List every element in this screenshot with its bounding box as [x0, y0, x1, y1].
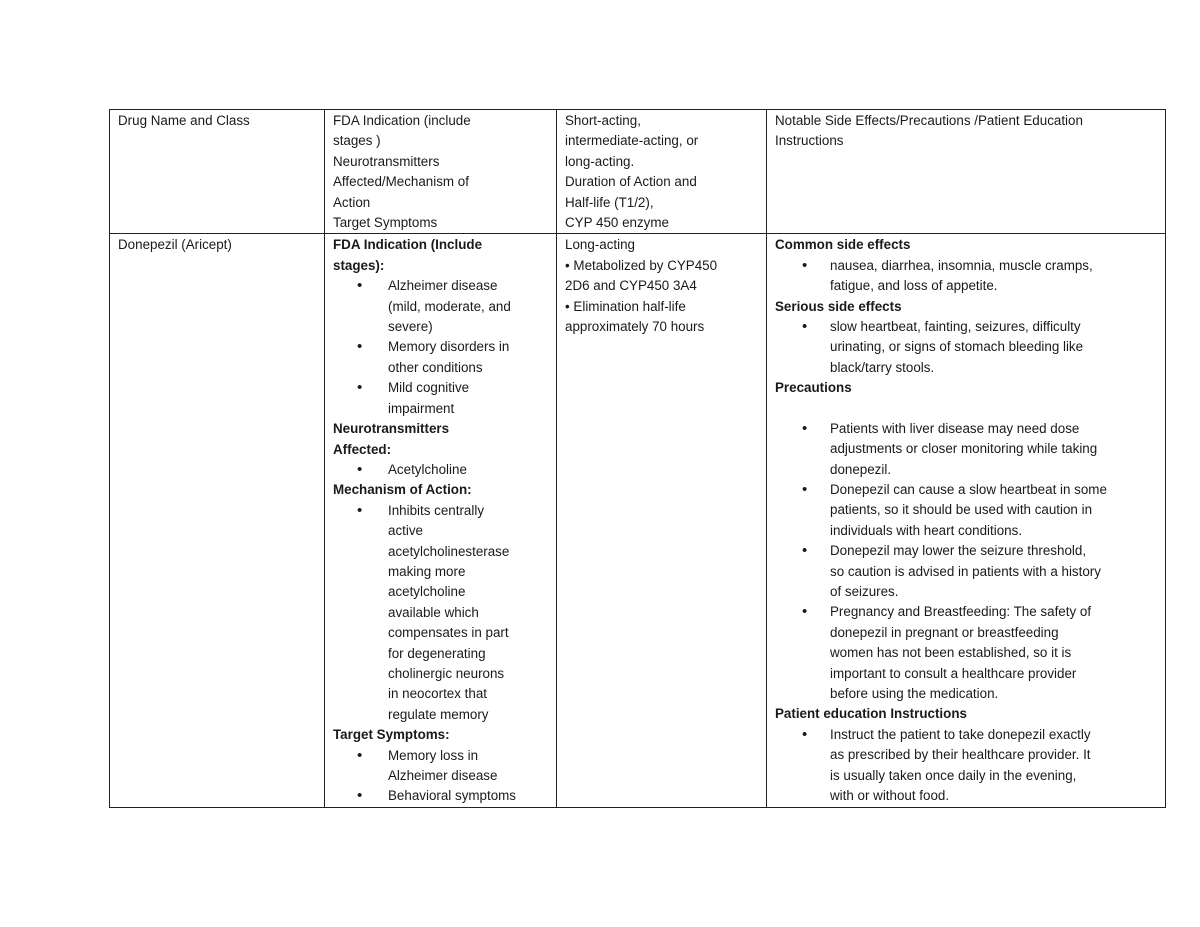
list-item-line: is usually taken once daily in the evening, — [830, 767, 1077, 783]
list-item-line: severe) — [388, 319, 433, 335]
table-row — [110, 234, 1166, 807]
list-item-line: regulate memory — [388, 706, 489, 722]
text-line: approximately 70 hours — [565, 319, 705, 335]
list-item-line: available which — [388, 604, 479, 620]
table-header-row — [110, 110, 1166, 234]
list-item — [775, 480, 1159, 541]
list-item-line: • Instruct the patient to take donepezil exactly — [830, 726, 1091, 742]
list-item-line: • slow heartbeat, fainting, seizures, difficulty — [830, 319, 1081, 335]
list-item — [333, 276, 550, 337]
text-line: FDA Indication (Include — [333, 237, 483, 253]
text-line: FDA Indication (include — [333, 113, 471, 128]
list-item-line: in neocortex that — [388, 686, 488, 702]
mechanism-heading: Mechanism of Action: — [333, 482, 472, 498]
text-line: Half-life (T1/2), — [565, 194, 654, 210]
list-item-line: • Mild cognitive — [388, 380, 470, 396]
fda-indication-list — [333, 276, 550, 419]
list-item-line: urinating, or signs of stomach bleeding like — [830, 339, 1084, 355]
cell-drug-name — [110, 234, 325, 807]
header-col1-text — [118, 111, 318, 131]
list-item — [333, 501, 550, 725]
list-item — [775, 256, 1159, 297]
header-drug-name — [110, 110, 325, 234]
list-item — [775, 541, 1159, 602]
list-item-line: adjustments or closer monitoring while taking — [830, 441, 1098, 457]
list-item-line: • Behavioral symptoms — [388, 788, 517, 804]
list-item-line: • Donepezil can cause a slow heartbeat in some — [830, 481, 1107, 497]
text-line: • Elimination half-life — [565, 298, 686, 314]
list-item — [775, 419, 1159, 480]
target-symptoms-heading: Target Symptoms: — [333, 727, 450, 743]
common-side-effects-heading: Common side effects — [775, 237, 911, 253]
list-item-line: so caution is advised in patients with a history — [830, 563, 1101, 579]
list-item-line: • Alzheimer disease — [388, 278, 498, 294]
mechanism-list — [333, 501, 550, 725]
list-item-line: women has not been established, so it is — [830, 645, 1072, 661]
drug-name: Donepezil (Aricept) — [118, 237, 232, 253]
list-item-line: before using the medication. — [830, 685, 999, 701]
list-item-line: other conditions — [388, 359, 483, 375]
list-item-line: active — [388, 523, 423, 539]
list-item-line: individuals with heart conditions. — [830, 522, 1023, 538]
text-line: Target Symptoms — [333, 215, 438, 231]
list-item-line: • Inhibits centrally — [388, 502, 485, 518]
text-line: CYP 450 enzyme — [565, 215, 669, 231]
text-line: Drug Name and Class — [118, 113, 250, 128]
list-item-line: • Pregnancy and Breastfeeding: The safety of — [830, 604, 1092, 620]
spacer — [775, 399, 1159, 419]
text-line: long-acting. — [565, 153, 635, 169]
list-item-line: for degenerating — [388, 645, 486, 661]
list-item-line: Alzheimer disease — [388, 768, 498, 783]
duration-text — [565, 235, 760, 337]
list-item-line: acetylcholinesterase — [388, 543, 510, 559]
neurotransmitters-list — [333, 460, 550, 480]
text-line: intermediate-acting, or — [565, 133, 699, 149]
list-item-line: acetylcholine — [388, 584, 466, 600]
list-item-line: • Donepezil may lower the seizure threshold, — [830, 543, 1087, 559]
list-item — [333, 460, 550, 480]
list-item — [775, 317, 1159, 378]
header-col4-text — [775, 111, 1159, 152]
list-item-line: patients, so it should be used with caution in — [830, 502, 1093, 518]
list-item-line: • Patients with liver disease may need dose — [830, 420, 1080, 436]
list-item-line: important to consult a healthcare provider — [830, 665, 1077, 681]
text-line: Duration of Action and — [565, 174, 697, 190]
precautions-list — [775, 419, 1159, 705]
list-item-line: of seizures. — [830, 583, 899, 599]
list-item-line: cholinergic neurons — [388, 665, 505, 681]
list-item-line: making more — [388, 563, 466, 579]
text-line: • Metabolized by CYP450 — [565, 257, 718, 273]
cell-side-effects — [767, 234, 1166, 807]
list-item-line: donepezil. — [830, 461, 892, 477]
neurotransmitters-heading — [333, 419, 550, 460]
list-item — [333, 786, 550, 806]
text-line: Affected: — [333, 441, 392, 457]
text-line: Short-acting, — [565, 113, 641, 128]
header-duration — [557, 110, 767, 234]
text-line: stages): — [333, 257, 385, 273]
list-item-line: as prescribed by their healthcare provider. It — [830, 747, 1091, 763]
text-line: Long-acting — [565, 237, 635, 253]
text-line: Action — [333, 194, 371, 210]
text-line: Notable Side Effects/Precautions /Patient Education — [775, 113, 1083, 128]
drug-table — [109, 109, 1166, 808]
text-line: Neurotransmitters — [333, 421, 450, 437]
text-line: Instructions — [775, 133, 844, 149]
list-item-line: • Acetylcholine — [388, 461, 467, 477]
text-line: stages ) — [333, 133, 381, 149]
header-side-effects — [767, 110, 1166, 234]
patient-education-heading: Patient education Instructions — [775, 706, 967, 722]
list-item-line: donepezil in pregnant or breastfeeding — [830, 624, 1059, 640]
common-side-effects-list — [775, 256, 1159, 297]
patient-education-list — [775, 725, 1159, 807]
list-item-line: compensates in part — [388, 625, 509, 641]
list-item-line: with or without food. — [830, 788, 950, 803]
text-line: Neurotransmitters — [333, 153, 440, 169]
list-item — [333, 337, 550, 378]
serious-side-effects-list — [775, 317, 1159, 378]
list-item-line: • Memory disorders in — [388, 339, 510, 355]
cell-indications — [325, 234, 557, 807]
list-item — [333, 378, 550, 419]
header-col2-text — [333, 111, 550, 233]
precautions-heading: Precautions — [775, 380, 852, 396]
target-symptoms-list — [333, 746, 550, 807]
list-item-line: impairment — [388, 400, 455, 416]
cell-duration — [557, 234, 767, 807]
text-line: Affected/Mechanism of — [333, 174, 469, 190]
list-item-line: • Memory loss in — [388, 747, 479, 763]
list-item-line: fatigue, and loss of appetite. — [830, 278, 998, 294]
list-item-line: black/tarry stools. — [830, 359, 935, 375]
list-item — [775, 725, 1159, 807]
header-fda-indication — [325, 110, 557, 234]
list-item-line: (mild, moderate, and — [388, 298, 511, 314]
serious-side-effects-heading: Serious side effects — [775, 298, 902, 314]
list-item — [775, 602, 1159, 704]
list-item-line: • nausea, diarrhea, insomnia, muscle cramps, — [830, 257, 1093, 273]
text-line: 2D6 and CYP450 3A4 — [565, 278, 697, 294]
list-item — [333, 746, 550, 787]
fda-indication-heading — [333, 235, 550, 276]
header-col3-text — [565, 111, 760, 233]
